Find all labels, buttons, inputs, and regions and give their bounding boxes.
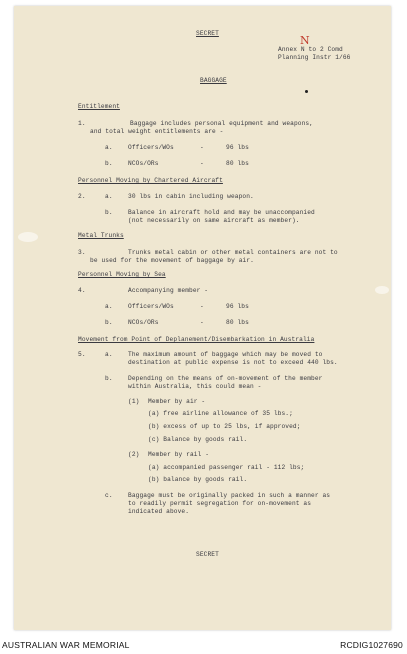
paragraph-text: Baggage includes personal equipment and weapons, <box>130 120 314 127</box>
paragraph-text: and total weight entitlements are - <box>90 128 224 135</box>
sub-sub-item: (a) accompanied passenger rail - 112 lbs; <box>148 464 305 471</box>
paragraph-text: Balance in aircraft hold and may be unaccompanied <box>128 209 315 216</box>
annex-reference-line1: Annex N to 2 Comd <box>278 46 343 53</box>
entitlement-label: NCOs/ORs <box>128 319 159 326</box>
paragraph-number: 1. <box>78 120 86 127</box>
paragraph-number: 3. <box>78 249 86 256</box>
section-heading-movement: Movement from Point of Deplanement/Disembarkation in Australia <box>78 336 315 343</box>
paper-blotch <box>375 286 389 294</box>
handwritten-annex-letter: N <box>300 34 310 47</box>
archive-source-label: AUSTRALIAN WAR MEMORIAL <box>2 640 130 650</box>
section-heading-chartered-aircraft: Personnel Moving by Chartered Aircraft <box>78 177 223 184</box>
paragraph-number: 2. <box>78 193 86 200</box>
archive-record-id: RCDIG1027690 <box>340 640 403 650</box>
paper-blotch <box>18 232 38 242</box>
entitlement-label: Officers/WOs <box>128 144 174 151</box>
paragraph-text: Depending on the means of on-movement of the member <box>128 375 323 382</box>
header-classification: SECRET <box>196 30 219 37</box>
paragraph-text: Baggage must be originally packed in such a manner as <box>128 492 331 499</box>
paragraph-text: 30 lbs in cabin including weapon. <box>128 193 254 200</box>
paragraph-text: be used for the movement of baggage by air. <box>90 257 254 264</box>
paragraph-text: indicated above. <box>128 508 190 515</box>
section-heading-entitlement: Entitlement <box>78 103 120 110</box>
item-letter: b. <box>105 375 113 382</box>
paragraph-text: within Australia, this could mean - <box>128 383 262 390</box>
sub-sub-item: (b) balance by goods rail. <box>148 476 248 483</box>
paragraph-text: destination at public expense is not to exceed 440 lbs. <box>128 359 338 366</box>
entitlement-label: NCOs/ORs <box>128 160 159 167</box>
ink-dot <box>305 90 308 93</box>
paragraph-text: (not necessarily on same aircraft as member). <box>128 217 300 224</box>
sub-item-number: (2) <box>128 451 140 458</box>
entitlement-dash: - <box>200 160 204 167</box>
section-heading-metal-trunks: Metal Trunks <box>78 232 124 239</box>
sub-item-text: Member by rail - <box>148 451 210 458</box>
entitlement-dash: - <box>200 303 204 310</box>
sub-sub-item: (a) free airline allowance of 35 lbs.; <box>148 410 293 417</box>
item-letter: b. <box>105 160 113 167</box>
item-letter: a. <box>105 351 113 358</box>
paragraph-text: The maximum amount of baggage which may be moved to <box>128 351 323 358</box>
entitlement-value: 80 lbs <box>226 160 249 167</box>
document-page <box>14 6 391 630</box>
entitlement-value: 80 lbs <box>226 319 249 326</box>
item-letter: a. <box>105 144 113 151</box>
item-letter: b. <box>105 319 113 326</box>
item-letter: a. <box>105 193 113 200</box>
item-letter: b. <box>105 209 113 216</box>
entitlement-dash: - <box>200 144 204 151</box>
item-letter: a. <box>105 303 113 310</box>
paragraph-text: to readily permit segregation for on-movement as <box>128 500 312 507</box>
paragraph-text: Trunks metal cabin or other metal containers are not to <box>128 249 338 256</box>
sub-item-number: (1) <box>128 398 140 405</box>
sub-item-text: Member by air - <box>148 398 206 405</box>
section-heading-sea: Personnel Moving by Sea <box>78 271 166 278</box>
entitlement-dash: - <box>200 319 204 326</box>
footer-classification: SECRET <box>196 551 219 558</box>
annex-reference-line2: Planning Instr 1/66 <box>278 54 351 61</box>
entitlement-value: 96 lbs <box>226 303 249 310</box>
sub-sub-item: (c) Balance by goods rail. <box>148 436 248 443</box>
entitlement-label: Officers/WOs <box>128 303 174 310</box>
entitlement-value: 96 lbs <box>226 144 249 151</box>
document-title: BAGGAGE <box>200 77 227 84</box>
sub-sub-item: (b) excess of up to 25 lbs, if approved; <box>148 423 301 430</box>
paragraph-text: Accompanying member - <box>128 287 209 294</box>
item-letter: c. <box>105 492 113 499</box>
paragraph-number: 4. <box>78 287 86 294</box>
paragraph-number: 5. <box>78 351 86 358</box>
